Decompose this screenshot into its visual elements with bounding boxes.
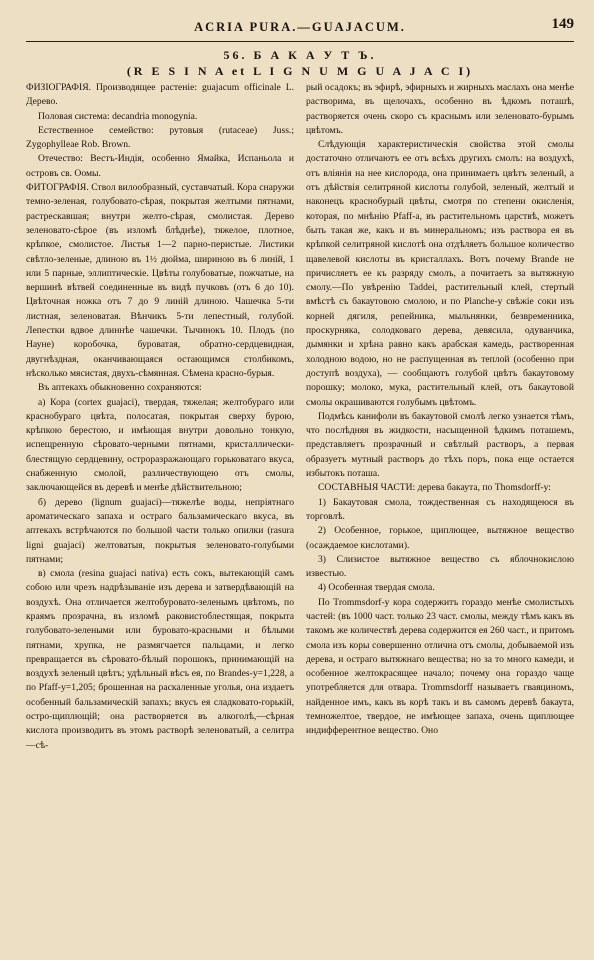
article-subtitle: (R E S I N A et L I G N U M G U A J A C I) <box>126 64 474 78</box>
left-paragraph: ФИТОГРАФІЯ. Ствол вилообразный, суставчатый. Кора снаружи темно-зеленая, голубовато-сѣрая, покрытая желтыми пятнами, растрескавшая; внутри желто-сѣрая, смолистая. Дерево зеленовато-сѣрое (въ изломѣ блѣднѣе), тяжелое, плотное, крѣпкое, смолистое. Листья 1—2 парно-перистые. Листики свѣтло-зеленые, длиною въ 1½ дюйма, шириною въ 6 линій, 1 или 5 парные, эллиптическіе. Цвѣты голубоватые, пожчатые, на вершинѣ вѣтвей соединенные въ видѣ пучковъ (отъ 6 до 10). Цвѣточная ножка отъ 7 до 9 линій длиною. Чашечка 5-ти листная, зеленоватая. Вѣнчикъ 5-ти лепестный, голубой. Лепестки вдвое длиннѣе чашечки. Тычинокъ 10. Плодъ (по Науне) коробочка, буроватая, обратно-сердцевидная, двугнѣздная, оканчивающаяся остающимся столбикомъ, нѣсколько мясистая, двухъ-сѣмянная. Сѣмена красно-бурыя. <box>26 182 294 379</box>
right-paragraph: Слѣдующія характеристическія свойства этой смолы достаточно отличаютъ ее отъ всѣхъ другихъ смолъ: на воздухѣ, отъ вліянія на нее кислорода, она принимаетъ цвѣтъ зеленый, а отъ дѣйствія селитряной кислоты голубой, зеленый, желтый и наконецъ краснобурый цвѣты, смотря по степени окисленія, которая, по мнѣнію Pfaff-а, въ растительномъ царствѣ, можетъ быть такая же, какъ и въ минеральномъ; изъ раствора ея въ крѣпкой селитряной кислотѣ она отдѣляетъ большое количество щавелевой кислоты въ кристаллахъ. Вотъ почему Brande не причисляетъ ее къ разряду смолъ, а почитаетъ за вытяжную смолу.—По увѣренію Taddei, растительный клей, стертый вмѣстѣ съ бакаутовою смолою, и по Planche-у свѣжіе соки изъ корней дягиля, репейника, мыльнянки, безвременника, проскурняка, солодковаго дерева, девясила, одуванчика, дымянки и хрѣна равно какъ арабская камедь, растворенная холодною водою, но не распущенная въ теплой (особенно при доступѣ воздуха), — сообщаютъ голубой цвѣтъ бакаутовому порошку; молоко, мука, растительный клей, отъ бакаутовой смолы окрашиваются голубымъ цвѣтомъ. <box>306 139 574 408</box>
right-paragraph: 2) Особенное, горькое, щиплющее, вытяжное вещество (осаждаемое кислотами). <box>306 525 574 551</box>
page-number: 149 <box>551 16 574 32</box>
left-paragraph: Половая система: decandria monogynia. <box>38 110 198 122</box>
left-paragraph: б) дерево (lignum guajaci)—тяжелѣе воды, непріятнаго ароматическаго запаха и остраго бальзамическаго вкуса, въ аптекахъ встрѣчаются по большой части только опилки (rasura ligni guajaci) желтоватыя, покрытыя зеленовато-голубыми пятнами; <box>26 496 294 565</box>
right-paragraph: 3) Слизистое вытяжное вещество съ яблочнокислою известью. <box>306 553 574 580</box>
left-paragraph: в) смола (resina guajaci nativa) есть сокъ, вытекающій самъ собою или чрезъ надрѣзываніе изъ дерева и затвердѣвающій на воздухѣ. Она отличается желтобуровато-зеленымъ цвѣтомъ, по краямъ прозрачна, въ изломѣ раковистоблестящая, покрыта голубовато-зелеными или буровато-красными и бѣлыми пятнами, хрупка, не размягчается пальцами, и легко превращается въ сѣровато-бѣлый порошокъ, принимающій на воздухѣ зеленый цвѣтъ; удѣльный вѣсъ ея, по Brandes-у=1,228, а по Pfaff-у=1,205; брошенная на раскаленные уголья, она издаетъ особенный бальзамическій запахъ; вкусъ ея сладковато-горькій, остро-щиплющій; она растворяется въ алкоголѣ,—сѣрная кислота производитъ въ этомъ растворѣ зеленоватый, а селитра—сѣ- <box>26 568 294 751</box>
left-paragraph: Естественное семейство: рутовыя (rutaceae) Juss.; Zygophylleae Rob. Brown. <box>26 124 294 151</box>
running-header <box>26 18 574 38</box>
right-paragraph: 4) Особенная твердая смола. <box>318 582 435 594</box>
left-paragraph: Отечество: Вестъ-Индія, особенно Ямайка, Испаньола и островъ св. Оомы. <box>26 153 294 179</box>
header-rule <box>26 41 574 42</box>
article-heading: 56. Б А К А У Т Ъ. <box>223 48 377 62</box>
right-paragraph: Подмѣсь канифоли въ бакаутовой смолѣ легко узнается тѣмъ, что послѣдняя въ жидкости, насыщенной ѣдкимъ поташемъ, представляетъ прозрачный и свѣтлый растворъ, а первая образуетъ мутный растворъ до тѣхъ поръ, пока еще остается избытокъ поташа. <box>306 410 574 480</box>
right-paragraph: СОСТАВНЫЯ ЧАСТИ: дерева бакаута, по Thomsdorff-у: <box>318 482 551 494</box>
left-column <box>26 81 294 753</box>
left-paragraph: а) Кора (cortex guajaci), твердая, тяжелая; желтобураго или краснобураго цвѣта, полосатая, покрытая сверху бурою, крѣпкою берестою, и имѣющая внутри довольно тонкую, испещренную сѣровато-черными пятнами, кристаллически-блестящую сердцевину, остроразражающаго горьковатаго вкуса, снабженную смолой, различествующею отъ смолы, заключающейся въ деревѣ и менѣе дѣйствительною; <box>26 396 294 494</box>
right-paragraph: По Trommsdorf-у кора содержитъ гораздо менѣе смолистыхъ частей: (въ 1000 част. только 23 част. смолы, между тѣмъ какъ въ такомъ же количествѣ дерева содержится ея 260 част., и притомъ смола изъ коры совершенно отлична отъ смолы, добываемой изъ дерева, и остраго вытяжнаго вещества; но за то много камеди, и особенное желтокрасящее начало; почему она гораздо чаще употребляется для отвара. Trommsdorff называетъ гваяциномъ, найденное имъ, какъ въ корѣ такъ и въ самомъ деревѣ бакаута, темножелтое, твердое, не имѣющее запаха, очень щиплющее индифферентное вещество. Оно <box>306 596 574 737</box>
running-title: ACRIA PURA.—GUAJACUM. <box>194 20 406 34</box>
right-column <box>306 81 574 753</box>
two-column-body <box>26 81 574 753</box>
right-paragraph: рый осадокъ; въ эфирѣ, эфирныхъ и жирныхъ маслахъ она менѣе растворима, въ щелочахъ, особенно въ ѣдкомъ поташѣ, растворяется очень скоро съ краснымъ или зеленовато-бурымъ цвѣтомъ. <box>306 82 574 136</box>
left-paragraph: Въ аптекахъ обыкновенно сохраняются: <box>38 382 202 394</box>
right-paragraph: 1) Бакаутовая смола, тождественная съ находящеюся въ торговлѣ. <box>306 496 574 522</box>
left-paragraph: ФИЗІОГРАФІЯ. Производящее растеніе: guajacum officinale L. Дерево. <box>26 82 294 108</box>
